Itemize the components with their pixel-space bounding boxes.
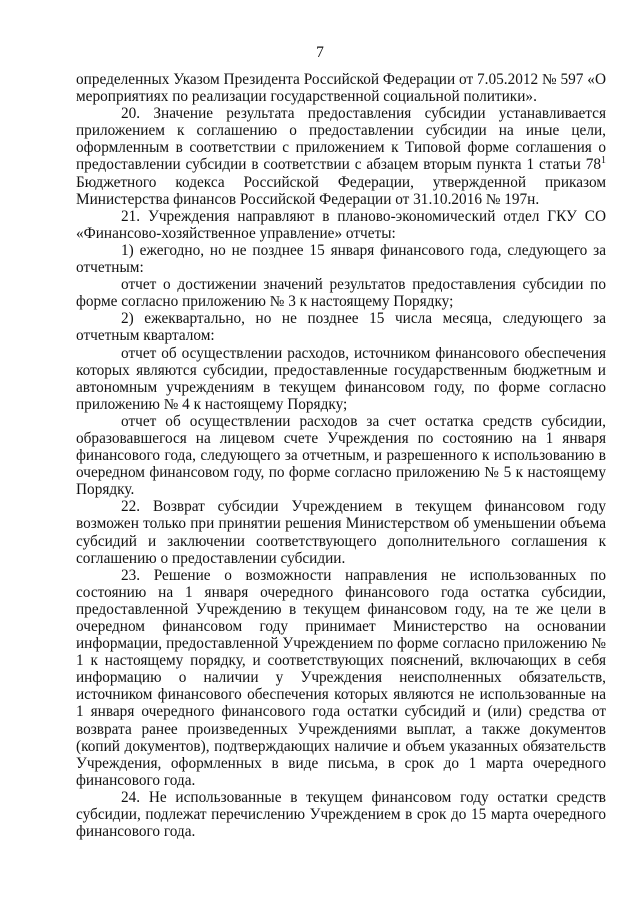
paragraph-23: 23. Решение о возможности направления не использованных по состоянию на 1 января очередного финансового года остатка субсидии, предоставленной Учреждению в текущем финансовом году, на те же цели в очередном финансовом году принимает Министерство на основании информации, предоставленной Учреждением по форме согласно приложению № 1 к настоящему порядку, и соответствующих пояснений, включающих в себя информацию о наличии у Учреждения неисполненных обязательств, источником финансового обеспечения которых являются не использованные на 1 января очередного финансового года остатки субсидий и (или) средства от возврата ранее произведенных Учреждениями выплат, а также документов (копий документов), подтверждающих наличие и объем указанных обязательств Учреждения, оформленных в виде письма, в срок до 1 марта очередного финансового года. bbox=[76, 566, 606, 789]
paragraph-20-text: 20. Значение результата предоставления субсидии устанавливается приложением к соглашению о предоставлении субсидии на иные цели, оформленным в соответствии с приложением к Типовой форме соглашения о предоставлении субсидии в соответствии с абзацем вторым пункта 1 статьи 78 bbox=[76, 105, 606, 174]
paragraph-24: 24. Не использованные в текущем финансовом году остатки средств субсидии, подлежат перечислению Учреждением в срок до 15 марта очередного финансового года. bbox=[76, 788, 606, 841]
page-number: 7 bbox=[316, 44, 324, 61]
paragraph-20 bbox=[76, 105, 606, 208]
paragraph-21-item-1: 1) ежегодно, но не позднее 15 января финансового года, следующего за отчетным: bbox=[76, 241, 606, 277]
paragraph-20-tail: Бюджетного кодекса Российской Федерации, утвержденной приказом Министерства финансов Российской Федерации от 31.10.2016 № 197н. bbox=[76, 173, 606, 208]
paragraph-20-superscript: 1 bbox=[601, 155, 606, 167]
paragraph-22: 22. Возврат субсидии Учреждением в текущем финансовом году возможен только при принятии решения Министерством об уменьшении объема субсидий и заключении соответствующего дополнительного соглашения к соглашению о предоставлении субсидии. bbox=[76, 498, 606, 567]
paragraph-21-item-2: 2) ежеквартально, но не позднее 15 числа месяца, следующего за отчетным кварталом: bbox=[76, 310, 606, 345]
document-body bbox=[76, 71, 606, 840]
paragraph-21-item-2-report-a: отчет об осуществлении расходов, источником финансового обеспечения которых являются субсидии, предоставленные государственным бюджетным и автономным учреждениям в текущем финансовом году, по форме согласно приложению № 4 к настоящему Порядку; bbox=[76, 344, 606, 413]
paragraph-21-item-1-report: отчет о достижении значений результатов предоставления субсидии по форме согласно приложению № 3 к настоящему Порядку; bbox=[76, 276, 606, 311]
paragraph-21-item-2-report-b: отчет об осуществлении расходов за счет остатка средств субсидии, образовавшегося на лицевом счете Учреждения по состоянию на 1 января финансового года, следующего за отчетным, и разрешенного к использованию в очередном финансовом году, по форме согласно приложению № 5 к настоящему Порядку. bbox=[76, 412, 606, 499]
paragraph-continuation: определенных Указом Президента Российской Федерации от 7.05.2012 № 597 «О мероприятиях по реализации государственной социальной политики». bbox=[76, 71, 606, 106]
paragraph-21: 21. Учреждения направляют в планово-экономический отдел ГКУ СО «Финансово-хозяйственное управление» отчеты: bbox=[76, 207, 606, 242]
